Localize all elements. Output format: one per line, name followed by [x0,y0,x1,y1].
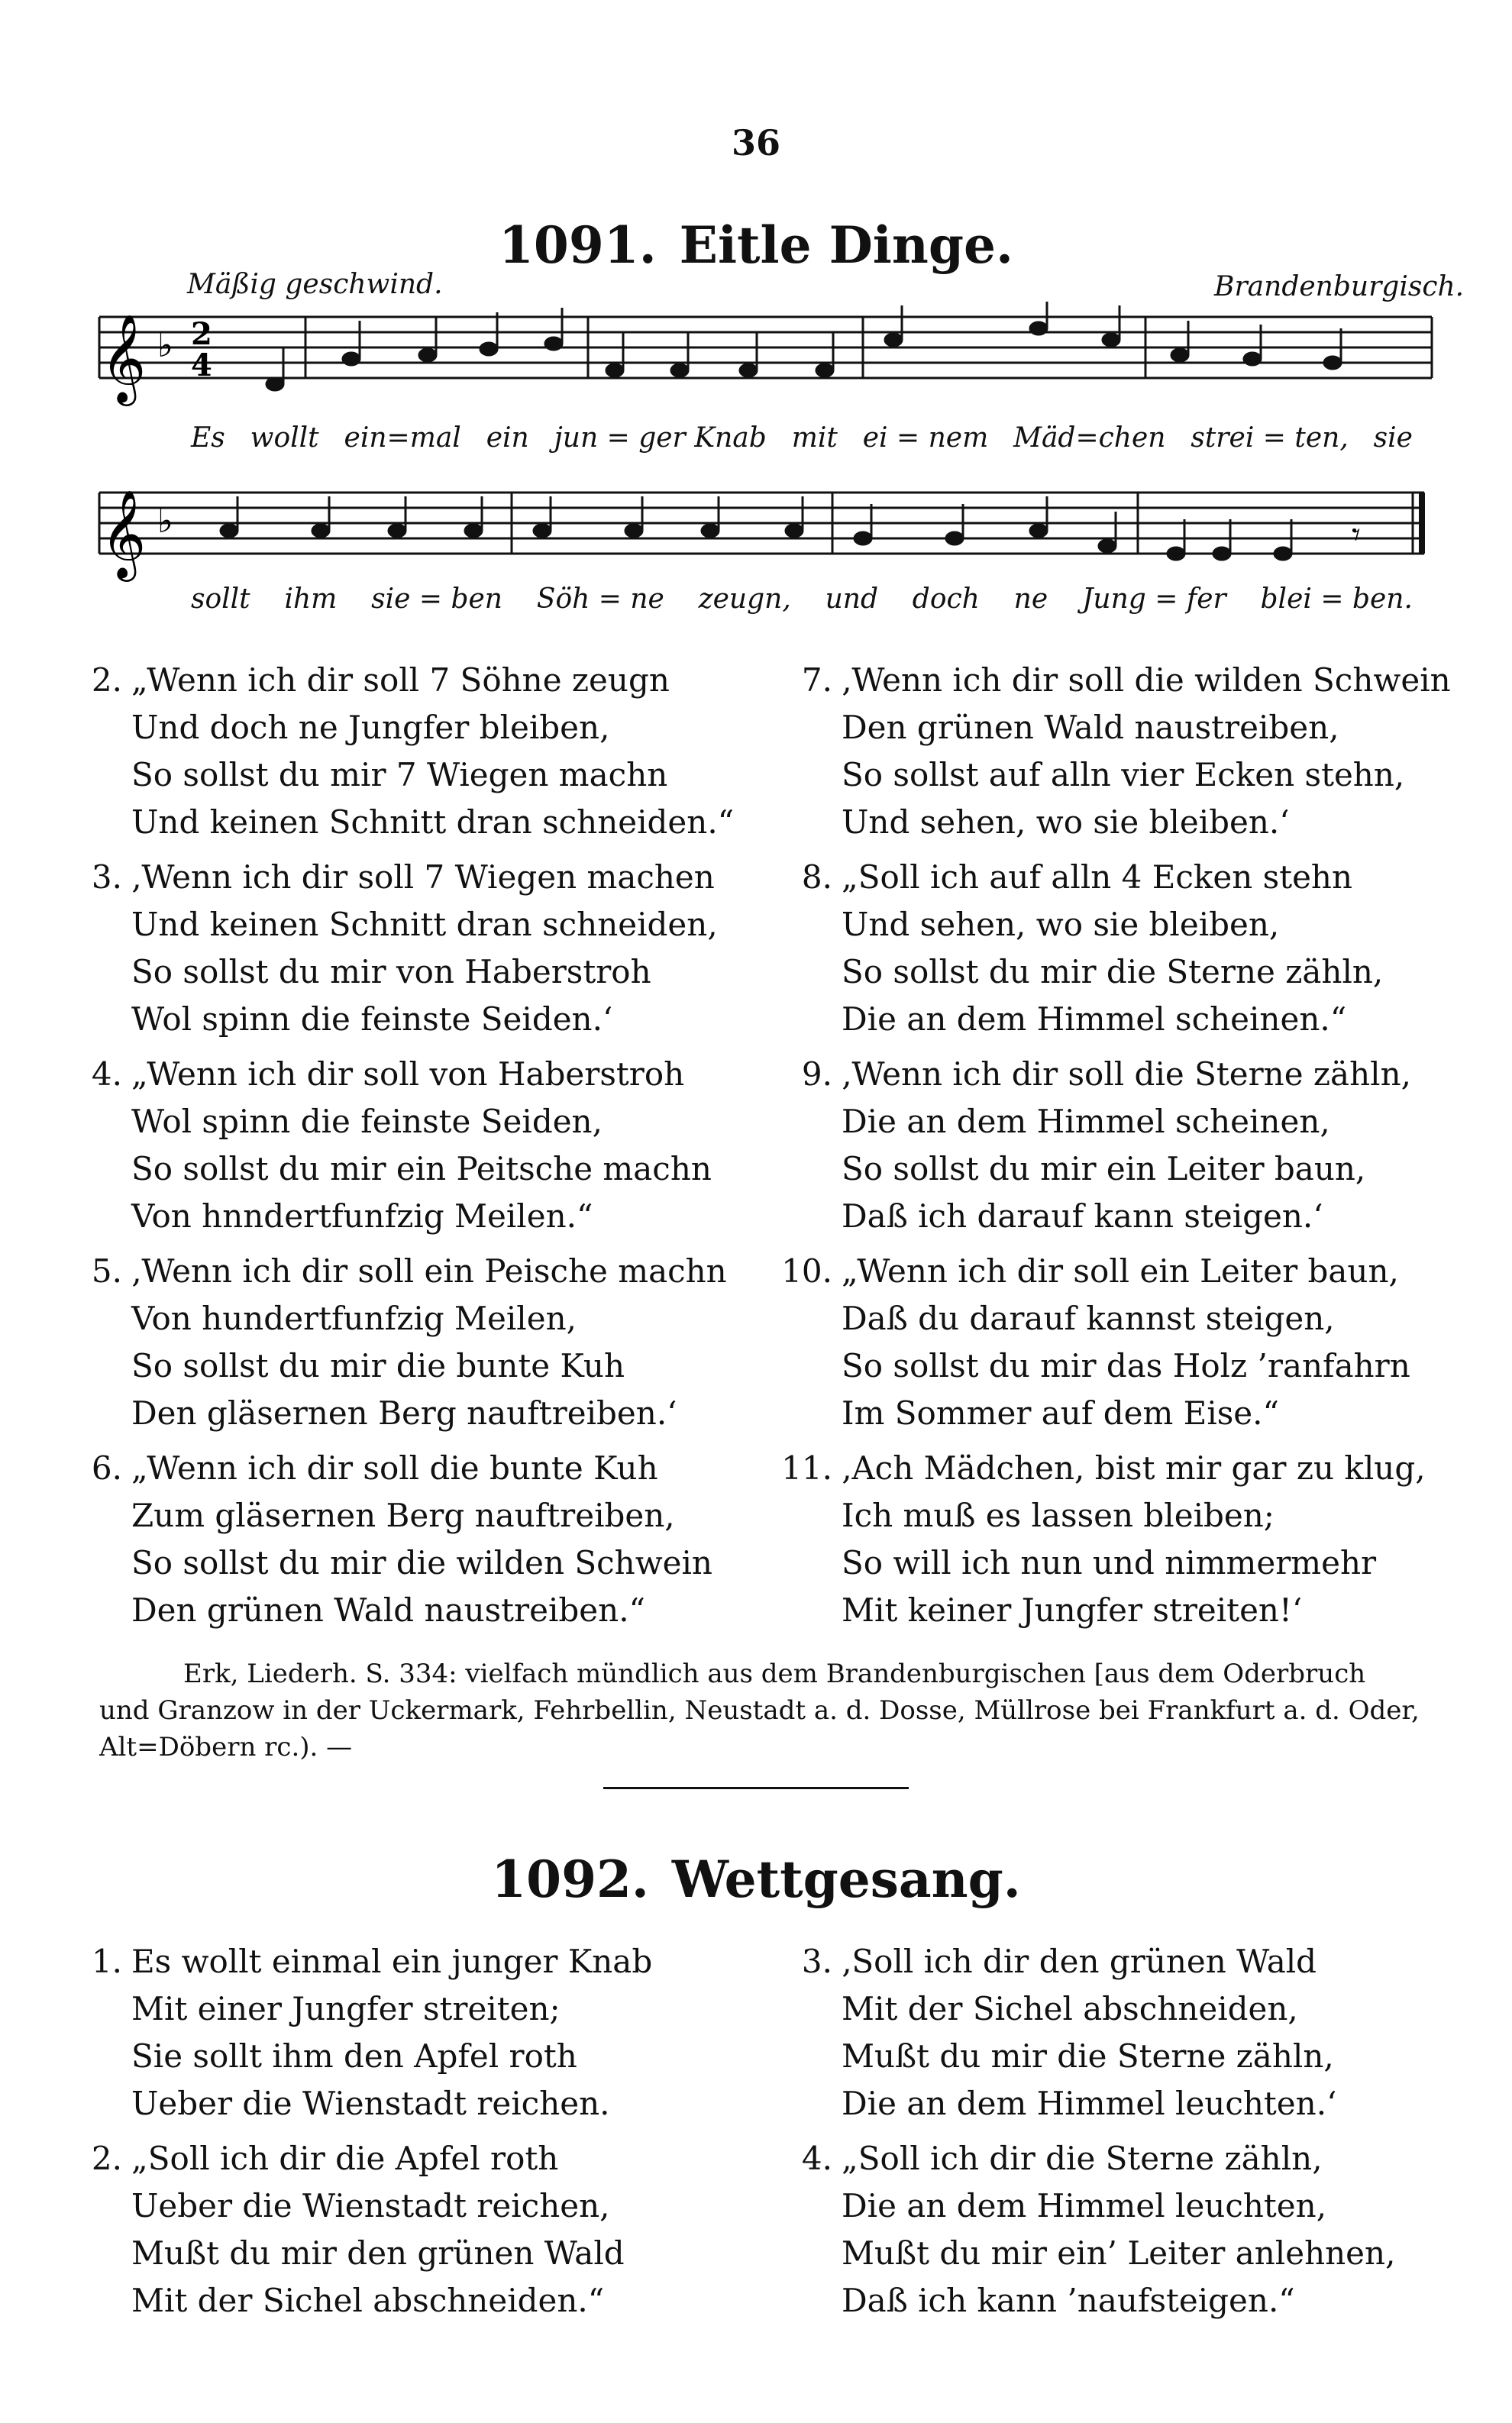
verse-line: Mit der Sichel abschneiden, [842,1990,1298,2027]
verse-line: Den gläsernen Berg nauftreiben.‘ [131,1394,677,1432]
note [1030,525,1047,537]
verse [771,854,1383,1043]
lyric-syllable: mit [791,422,838,454]
verse [61,1051,712,1240]
note [1213,548,1230,560]
verse-line: Die an dem Himmel leuchten, [842,2187,1327,2224]
verse-line: Ueber die Wienstadt reichen. [131,2085,610,2122]
song-title-1092 [0,1850,1512,1909]
lyric-syllable: sie [1373,422,1413,454]
lyric-syllable: Söh = ne [536,583,664,615]
verse-line: Und keinen Schnitt dran schneiden, [131,906,718,943]
verse-line: „Wenn ich dir soll 7 Söhne zeugn [131,661,670,699]
note [1103,334,1119,346]
verse-line: ‚Soll ich dir den grünen Wald [842,1943,1317,1980]
verse-line: Von hundertfunfzig Meilen, [131,1300,577,1337]
verse-line: Mußt du mir ein’ Leiter anlehnen, [842,2234,1396,2272]
verse-line: Ich muß es lassen bleiben; [842,1497,1275,1534]
treble-clef-icon: 𝄞 [101,313,147,402]
note [786,525,803,537]
lyric-syllable: doch [912,583,980,615]
note [534,525,551,537]
note [221,525,237,537]
verse-line: So sollst du mir die wilden Schwein [131,1544,712,1581]
lyric-syllable: und [825,583,878,615]
note [1244,353,1261,365]
verse-line: Sie sollt ihm den Apfel roth [131,2037,577,2075]
verse-line: Und doch ne Jungfer bleiben, [131,709,610,746]
note [465,525,482,537]
lyric-syllable: jun = ger Knab [554,422,767,454]
origin-label: Brandenburgisch. [1214,271,1465,302]
verse-line: So sollst du mir ein Leiter baun, [842,1150,1366,1187]
song-number: 1091. [499,215,657,275]
verse-line: Daß ich kann ’naufsteigen.“ [842,2282,1295,2319]
verse-line: Den grünen Wald naustreiben, [842,709,1339,746]
lyric-syllable: ihm [284,583,338,615]
verse [61,1248,727,1437]
verse [771,657,1451,846]
song-number: 1092. [491,1850,649,1909]
verse-line: So sollst du mir ein Peitsche machn [131,1150,712,1187]
rest-icon: 𝄾 [1352,515,1361,554]
verse-line: Den grünen Wald naustreiben.“ [131,1591,646,1629]
verse-number: 3. [91,858,122,896]
verse-number: 6. [91,1449,122,1487]
lyric-syllable: Mäd=chen [1013,422,1166,454]
verse-line: Mit einer Jungfer streiten; [131,1990,561,2027]
lyric-syllable: Es [191,422,225,454]
verse-number: 2. [91,661,122,699]
verse-line: Daß ich darauf kann steigen.‘ [842,1197,1323,1235]
note [343,353,360,365]
lyric-syllable: ei = nem [862,422,989,454]
note [267,378,283,390]
verse-number: 5. [91,1252,122,1290]
music-staff-1 [0,302,1512,416]
verse-number: 3. [801,1943,832,1980]
verse-number: 1. [91,1943,122,1980]
verse [771,1938,1336,2127]
verse [61,2135,625,2324]
lyrics-line-1 [191,422,1413,454]
note [625,525,642,537]
verse [61,854,718,1043]
note [480,343,497,355]
verse-line: Im Sommer auf dem Eise.“ [842,1394,1279,1432]
verse-line: So sollst du mir 7 Wiegen machn [131,756,668,793]
lyric-syllable: ne [1013,583,1048,615]
note [1168,548,1184,560]
verse-line: ‚Wenn ich dir soll die Sterne zähln, [842,1055,1411,1093]
verse-line: ‚Wenn ich dir soll ein Peische machn [131,1252,727,1290]
note [855,532,871,544]
verse-line: „Wenn ich dir soll die bunte Kuh [131,1449,658,1487]
verse-line: „Soll ich dir die Apfel roth [131,2140,559,2177]
verse-number: 2. [91,2140,122,2177]
lyric-syllable: zeugn, [698,583,791,615]
note [1324,357,1341,369]
treble-clef-icon: 𝄞 [101,489,147,578]
lyric-syllable: sie = ben [371,583,502,615]
song-title-1091 [0,215,1512,275]
note [816,364,833,376]
verse-line: Daß du darauf kannst steigen, [842,1300,1335,1337]
verse-line: Mußt du mir die Sterne zähln, [842,2037,1334,2075]
verse-line: So will ich nun und nimmermehr [842,1544,1377,1581]
page-number: 36 [731,122,780,163]
verse-line: Mit keiner Jungfer streiten!‘ [842,1591,1303,1629]
verse [61,1938,652,2127]
flat-icon: ♭ [157,326,173,365]
verse-number: 4. [801,2140,832,2177]
verse-line: ‚Wenn ich dir soll die wilden Schwein [842,661,1451,699]
song-title-text: Eitle Dinge. [679,215,1013,275]
verse-line: So sollst du mir von Haberstroh [131,953,651,990]
note [606,364,623,376]
song-title-text: Wettgesang. [671,1850,1021,1909]
note [740,364,757,376]
verse-number: 11. [781,1449,832,1487]
lyric-syllable: Jung = fer [1081,583,1226,615]
note [545,338,562,350]
note [671,364,688,376]
lyric-syllable: ein=mal [344,422,461,454]
lyric-syllable: blei = ben. [1260,583,1413,615]
verse-line: Zum gläsernen Berg nauftreiben, [131,1497,675,1534]
time-signature-bottom: 4 [191,347,212,383]
section-divider [603,1787,909,1789]
verse-line: Die an dem Himmel scheinen, [842,1103,1330,1140]
verse [61,1445,712,1634]
verse-number: 8. [801,858,832,896]
verse-line: Ueber die Wienstadt reichen, [131,2187,610,2224]
verse-number: 4. [91,1055,122,1093]
verse-line: „Soll ich auf alln 4 Ecken stehn [842,858,1353,896]
note [1171,349,1188,361]
verse [771,1445,1426,1634]
verse [771,1248,1410,1437]
verse-line: „Wenn ich dir soll von Haberstroh [131,1055,685,1093]
verse [771,1051,1411,1240]
time-signature-top: 2 [191,316,212,352]
verse-number: 9. [801,1055,832,1093]
verse-line: Von hnndertfunfzig Meilen.“ [131,1197,593,1235]
note [1030,322,1047,334]
note [312,525,329,537]
lyrics-line-2 [191,583,1413,615]
music-staff-2 [0,470,1512,584]
verse [61,657,734,846]
verse-line: Und sehen, wo sie bleiben.‘ [842,803,1290,841]
note [1275,548,1291,560]
verse-number: 10. [781,1252,832,1290]
verse-line: „Soll ich dir die Sterne zähln, [842,2140,1323,2177]
verse [771,2135,1395,2324]
lyric-syllable: ein [486,422,529,454]
verse-line: Mit der Sichel abschneiden.“ [131,2282,605,2319]
verse-line: Wol spinn die feinste Seiden.‘ [131,1000,613,1038]
note [885,334,902,346]
note [419,349,436,361]
verse-line: So sollst du mir die bunte Kuh [131,1347,625,1384]
verse-line: Es wollt einmal ein junger Knab [131,1943,653,1980]
note [702,525,719,537]
verse-line: So sollst du mir das Holz ’ranfahrn [842,1347,1410,1384]
verse-line: ‚Ach Mädchen, bist mir gar zu klug, [842,1449,1426,1487]
verse-line: Und keinen Schnitt dran schneiden.“ [131,803,735,841]
verse-line: So sollst auf alln vier Ecken stehn, [842,756,1405,793]
lyric-syllable: wollt [250,422,319,454]
lyric-syllable: sollt [191,583,250,615]
flat-icon: ♭ [157,502,173,541]
note [389,525,405,537]
verse-line: „Wenn ich dir soll ein Leiter baun, [842,1252,1399,1290]
verse-line: ‚Wenn ich dir soll 7 Wiegen machen [131,858,715,896]
verse-line: Die an dem Himmel leuchten.‘ [842,2085,1337,2122]
verse-line: Und sehen, wo sie bleiben, [842,906,1280,943]
tempo-marking: Mäßig geschwind. [187,269,443,300]
source-note: Erk, Liederh. S. 334: vielfach mündlich aus dem Brandenburgischen [aus dem Oderbruch und Granzow in der Uckermark, Fehrbellin, Neustadt a. d. Dosse, Müllrose bei Frankfurt a. d. Oder, Alt=Döbern rc.). — [99,1659,1420,1762]
verse-line: So sollst du mir die Sterne zähln, [842,953,1384,990]
verse-number: 7. [801,661,832,699]
verse-line: Wol spinn die feinste Seiden, [131,1103,603,1140]
verse-line: Die an dem Himmel scheinen.“ [842,1000,1347,1038]
lyric-syllable: strei = ten, [1191,422,1349,454]
verse-line: Mußt du mir den grünen Wald [131,2234,625,2272]
note [946,532,963,544]
note [1099,540,1116,552]
